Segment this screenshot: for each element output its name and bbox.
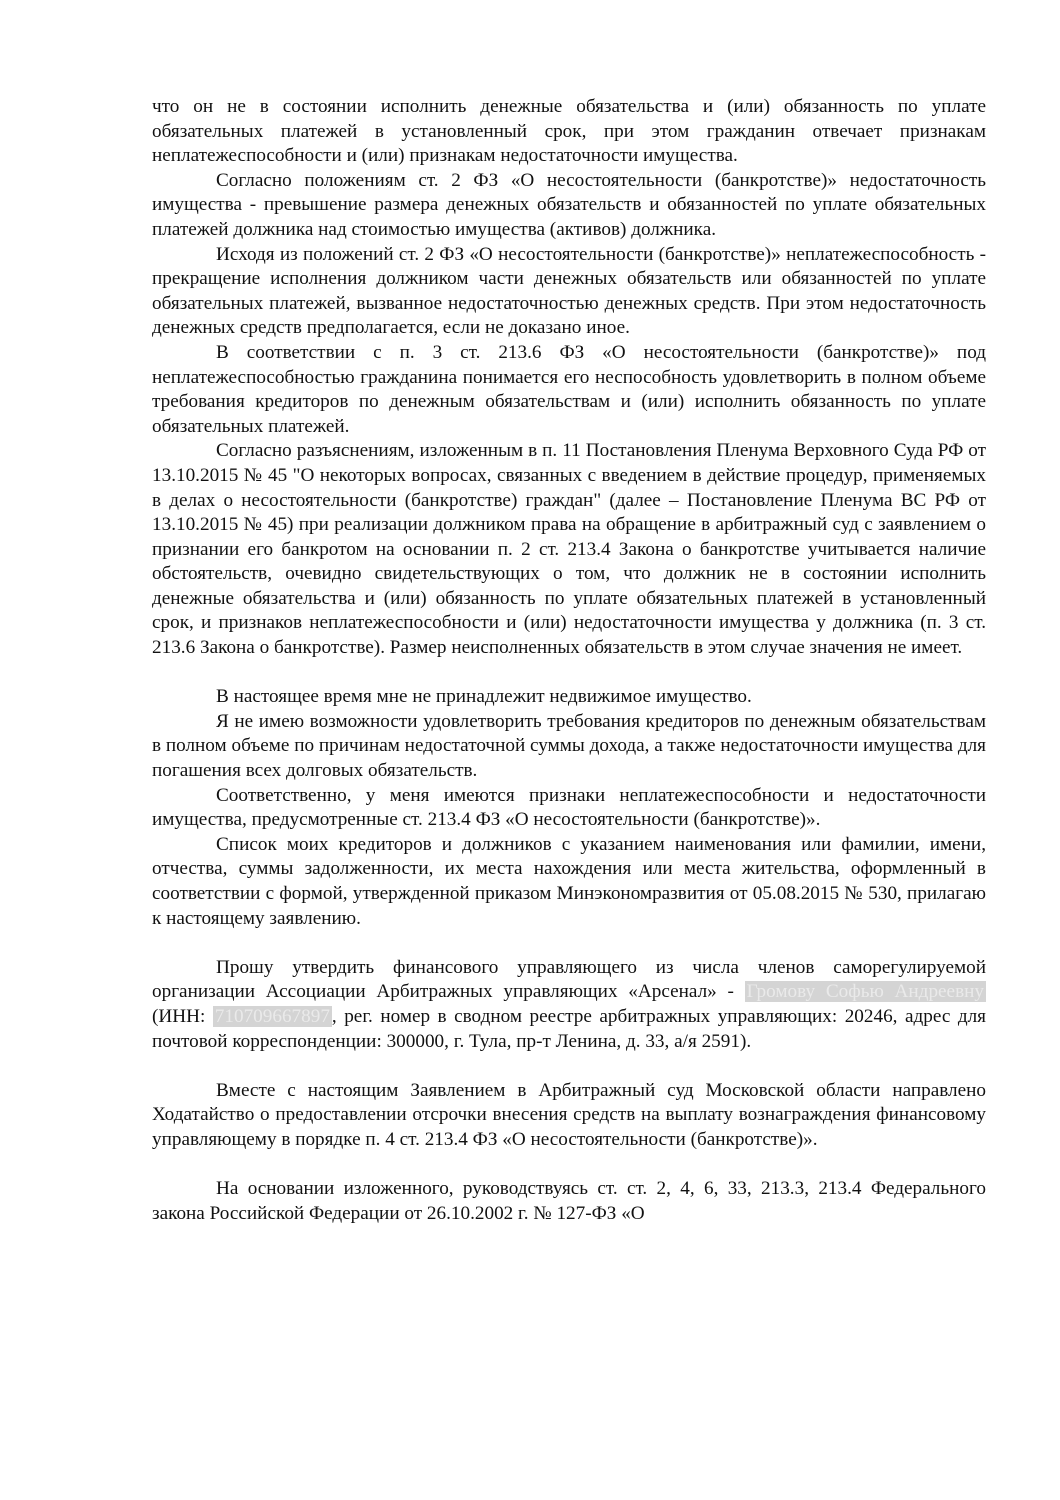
paragraph: Список моих кредиторов и должников с указанием наименования или фамилии, имени, отчества, суммы задолженности, их места нахождения или места жительства, оформленный в соответствии с формой, утвержденной приказом Минэкономразвития от 05.08.2015 № 530, прилагаю к настоящему заявлению. [152,833,986,929]
blank-line [152,1153,986,1178]
paragraph: На основании изложенного, руководствуясь ст. ст. 2, 4, 6, 33, 213.3, 213.4 Федерального закона Российской Федерации от 26.10.2002 г. № 127-ФЗ «О [152,1178,986,1224]
manager-text-after: , рег. номер в сводном реестре арбитражных управляющих: 20246, адрес для почтовой корреспонденции: 300000, г. Тула, пр-т Ленина, д. 33, а/я 2591). [152,1005,986,1052]
inn-label: (ИНН: [152,1005,213,1027]
manager-paragraph [152,956,986,1054]
redacted-inn: 710709667897 [214,1005,330,1027]
paragraph: В соответствии с п. 3 ст. 213.6 ФЗ «О несостоятельности (банкротстве)» под неплатежеспособностью гражданина понимается его неспособность удовлетворить в полном объеме требования кредиторов по денежным обязательствам и (или) исполнить обязанность по уплате обязательных платежей. [152,341,986,437]
document-page [152,95,986,1226]
blank-line [152,931,986,956]
paragraph: В настоящее время мне не принадлежит недвижимое имущество. [216,686,752,708]
manager-text-before: Прошу утвердить финансового управляющего из числа членов саморегулируемой организации Ассоциации Арбитражных управляющих «Арсенал» - [152,956,986,1003]
paragraph: Я не имею возможности удовлетворить требования кредиторов по денежным обязательствам в полном объеме по причинам недостаточной суммы дохода, а также недостаточности имущества для погашения всех долговых обязательств. [152,710,986,782]
blank-line [152,661,986,686]
paragraph: Согласно положениям ст. 2 ФЗ «О несостоятельности (банкротстве)» недостаточность имущества - превышение размера денежных обязательств и обязанностей по уплате обязательных платежей должника над стоимостью имущества (активов) должника. [152,169,986,240]
paragraph: Соответственно, у меня имеются признаки неплатежеспособности и недостаточности имущества, предусмотренные ст. 213.4 ФЗ «О несостоятельности (банкротстве)». [152,784,986,831]
redacted-manager-name: Громову Софью Андреевну [746,981,984,1003]
blank-line [152,1054,986,1079]
paragraph: Согласно разъяснениям, изложенным в п. 11 Постановления Пленума Верховного Суда РФ от 13.10.2015 № 45 "О некоторых вопросах, связанных с введением в действие процедур, применяемых в делах о несостоятельности (банкротстве) граждан" (далее – Постановление Пленума ВС РФ от 13.10.2015 № 45) при реализации должником права на обращение в арбитражный суд с заявлением о признании его банкротом на основании п. 2 ст. 213.4 Закона о банкротстве учитывается наличие обстоятельств, очевидно свидетельствующих о том, что должник не в состоянии исполнить денежные обязательства и (или) обязанность по уплате обязательных платежей в установленный срок, и признаков неплатежеспособности и (или) недостаточности имущества у должника (п. 3 ст. 213.6 Закона о банкротстве). Размер неисполненных обязательств в этом случае значения не имеет. [152,440,986,659]
paragraph: что он не в состоянии исполнить денежные обязательства и (или) обязанность по уплате обязательных платежей в установленный срок, при этом гражданин отвечает признакам неплатежеспособности и (или) признакам недостаточности имущества. [152,96,986,167]
paragraph: Исходя из положений ст. 2 ФЗ «О несостоятельности (банкротстве)» неплатежеспособность - прекращение исполнения должником части денежных обязательств или обязанностей по уплате обязательных платежей, вызванное недостаточностью денежных средств. При этом недостаточность денежных средств предполагается, если не доказано иное. [152,243,986,339]
paragraph: Вместе с настоящим Заявлением в Арбитражный суд Московской области направлено Ходатайство о предоставлении отсрочки внесения средств на выплату вознаграждения финансовому управляющему в порядке п. 4 ст. 213.4 ФЗ «О несостоятельности (банкротстве)». [152,1079,986,1150]
